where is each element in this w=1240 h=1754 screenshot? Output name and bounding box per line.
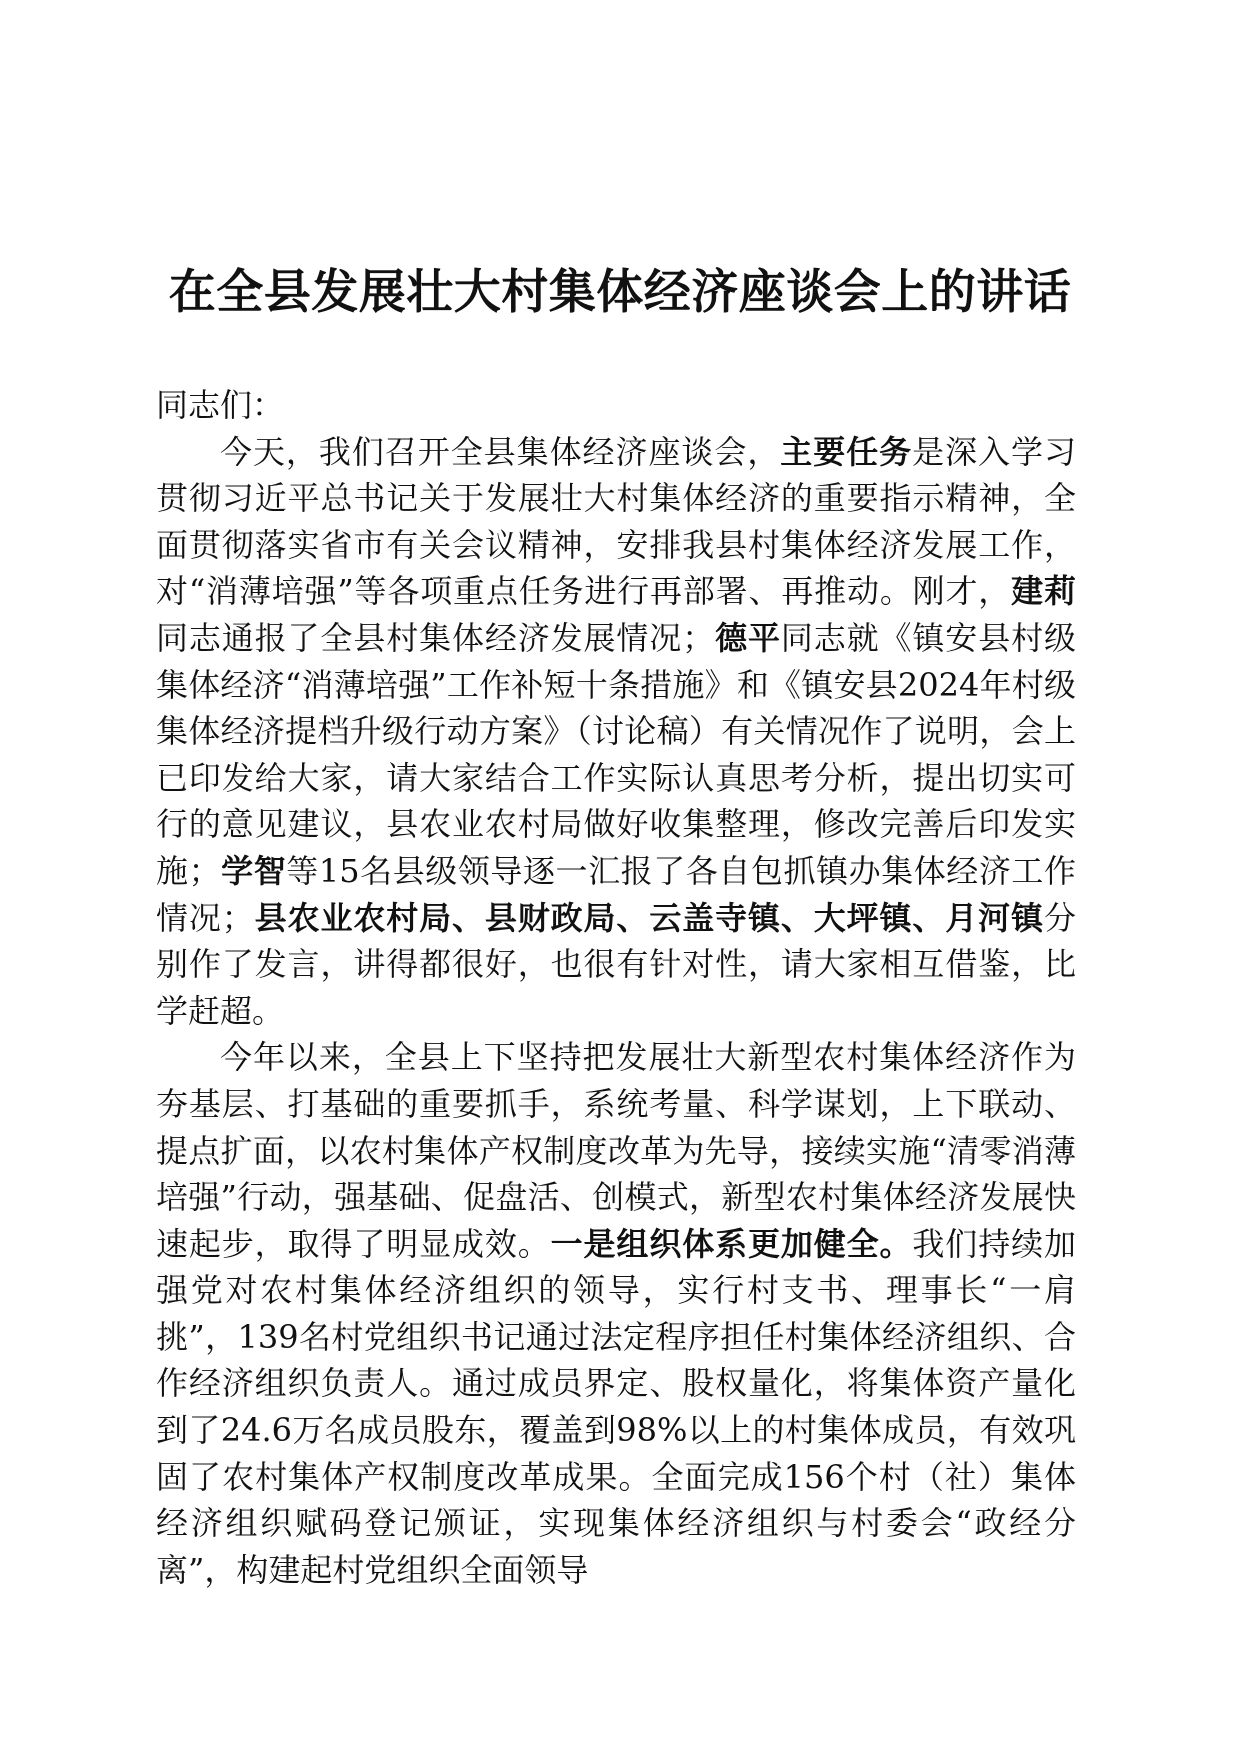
- document-body: [156, 382, 1076, 1593]
- salutation: 同志们：: [156, 386, 285, 424]
- document-title: 在全县发展壮大村集体经济座谈会上的讲话: [168, 265, 1072, 321]
- paragraph-1: [156, 429, 1076, 1035]
- text-run: 同志就《镇安县村级集体经济“消薄培强”工作补短十条措施》和《镇安县2024年村级集体经济提档升级行动方案》（讨论稿）有关情况作了说明，会上已印发给大家，请大家结合工作实际认真思考分析，提出切实可行的意见建议，县农业农村局做好收集整理，修改完善后印发实施；: [156, 618, 1076, 890]
- text-run: 今天，我们召开全县集体经济座谈会，: [220, 432, 781, 471]
- bold-text-run: 建莉: [1011, 572, 1076, 611]
- bold-text-run: 主要任务: [780, 432, 913, 471]
- bold-text-run: 德平: [714, 618, 781, 657]
- bold-text-run: 县农业农村局、县财政局、云盖寺镇、大坪镇、月河镇: [253, 898, 1044, 937]
- bold-text-run: 学智: [220, 851, 287, 890]
- text-run: 分别作了发言，讲得都很好，也很有针对性，请大家相互借鉴，比学赶超。: [156, 898, 1076, 1030]
- bold-text-run: 一是组织体系更加健全。: [550, 1224, 913, 1263]
- text-run: 今年以来，全县上下坚持把发展壮大新型农村集体经济作为夯基层、打基础的重要抓手，系统考量、科学谋划，上下联动、提点扩面，以农村集体产权制度改革为先导，接续实施“清零消薄培强”行动，强基础、促盘活、创模式，新型农村集体经济发展快速起步，取得了明显成效。: [156, 1038, 1076, 1263]
- paragraph-2: [156, 1034, 1076, 1593]
- text-run: 等15名县级领导逐一汇报了各自包抓镇办集体经济工作情况；: [156, 851, 1076, 937]
- text-run: 同志通报了全县村集体经济发展情况；: [156, 618, 715, 657]
- text-run: 我们持续加强党对农村集体经济组织的领导，实行村支书、理事长“一肩挑”，139名村党组织书记通过法定程序担任村集体经济组织、合作经济组织负责人。通过成员界定、股权量化，将集体资产量化到了24.6万名成员股东，覆盖到98%以上的村集体成员，有效巩固了农村集体产权制度改革成果。全面完成156个村（社）集体经济组织赋码登记颁证，实现集体经济组织与村委会“政经分离”，构建起村党组织全面领导: [156, 1224, 1076, 1589]
- text-run: 是深入学习贯彻习近平总书记关于发展壮大村集体经济的重要指示精神，全面贯彻落实省市有关会议精神，安排我县村集体经济发展工作，对“消薄培强”等各项重点任务进行再部署、再推动。刚才，: [156, 432, 1076, 611]
